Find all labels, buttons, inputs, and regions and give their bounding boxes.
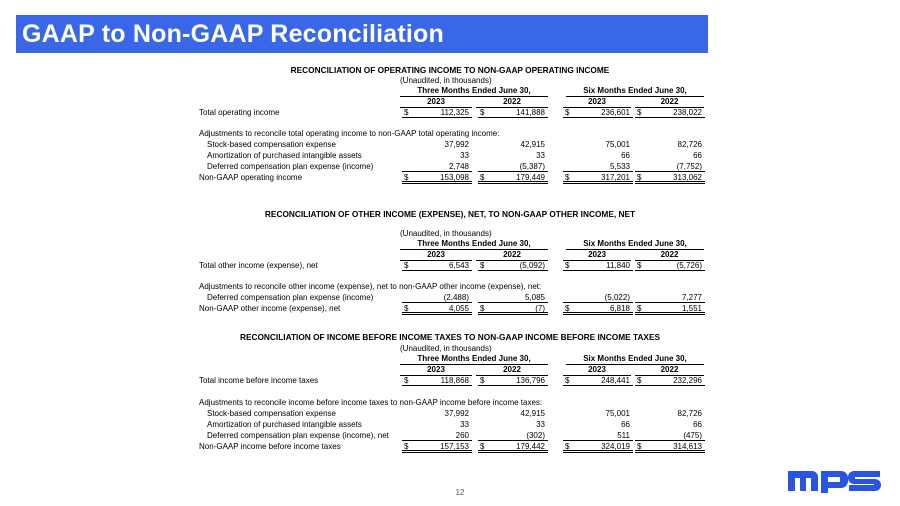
value: 75,001: [605, 140, 630, 149]
row-label: Non-GAAP income before income taxes: [199, 442, 341, 451]
value: 236,601: [601, 108, 630, 117]
value: (2,488): [443, 293, 469, 302]
period-header-six-months: Six Months Ended June 30,: [566, 86, 704, 97]
value-cell: [563, 108, 633, 118]
value-cell: [635, 173, 705, 184]
currency-symbol: $: [565, 442, 570, 451]
currency-symbol: $: [565, 376, 570, 385]
row-label: Adjustments to reconcile other income (expense), net to non-GAAP other income (expense), net:: [199, 282, 542, 291]
value: 232,296: [673, 376, 702, 385]
value-cell: [635, 162, 705, 172]
value-cell: [563, 293, 633, 303]
unaudited-note: (Unaudited, in thousands): [400, 344, 492, 353]
value: 5,533: [609, 162, 630, 171]
currency-symbol: $: [480, 442, 485, 451]
table-row: [0, 398, 900, 408]
value-cell: [635, 376, 705, 386]
currency-symbol: $: [404, 261, 409, 270]
page-number: 12: [455, 488, 465, 497]
year-header: 2023: [400, 250, 472, 261]
table-row: [0, 129, 900, 139]
value: (5,092): [519, 261, 545, 270]
value: 75,001: [605, 409, 630, 418]
year-header: 2022: [476, 365, 548, 376]
value-cell: [402, 162, 472, 172]
row-label: Stock-based compensation expense: [207, 140, 336, 149]
value-cell: [478, 261, 548, 271]
value-cell: [402, 409, 472, 419]
value-cell: [563, 261, 633, 271]
unaudited-note: (Unaudited, in thousands): [400, 229, 492, 238]
currency-symbol: $: [404, 173, 409, 182]
value: 324,019: [601, 442, 630, 451]
period-header-six-months: Six Months Ended June 30,: [566, 354, 704, 365]
value-cell: [563, 442, 633, 453]
currency-symbol: $: [404, 442, 409, 451]
value-cell: [635, 304, 705, 315]
row-label: Amortization of purchased intangible assets: [207, 151, 362, 160]
value: (5,726): [676, 261, 702, 270]
row-label: Total income before income taxes: [199, 376, 319, 385]
value-cell: [478, 420, 548, 430]
value: 82,726: [677, 140, 702, 149]
row-label: Deferred compensation plan expense (income): [207, 293, 374, 302]
value-cell: [478, 173, 548, 184]
value: 157,153: [440, 442, 469, 451]
value: 112,325: [440, 108, 469, 117]
value: 153,098: [440, 173, 469, 182]
year-header: 2022: [476, 97, 548, 108]
period-header-three-months: Three Months Ended June 30,: [400, 86, 548, 97]
value: 33: [536, 151, 545, 160]
value: 66: [621, 420, 630, 429]
value: 33: [460, 420, 469, 429]
currency-symbol: $: [404, 304, 409, 313]
value: (7): [535, 304, 545, 313]
row-label: Deferred compensation plan expense (income), net: [207, 431, 389, 440]
value-cell: [563, 304, 633, 315]
currency-symbol: $: [637, 442, 642, 451]
value-cell: [563, 431, 633, 441]
table-row: [0, 261, 900, 271]
table-row: [0, 376, 900, 386]
year-header: 2022: [635, 97, 704, 108]
value-cell: [402, 108, 472, 118]
value: 66: [693, 151, 702, 160]
value: 179,449: [516, 173, 545, 182]
year-header: 2023: [563, 365, 631, 376]
value-cell: [402, 304, 472, 315]
currency-symbol: $: [480, 261, 485, 270]
currency-symbol: $: [637, 304, 642, 313]
currency-symbol: $: [637, 108, 642, 117]
value: 5,085: [524, 293, 545, 302]
value-cell: [563, 420, 633, 430]
value-cell: [563, 409, 633, 419]
value-cell: [402, 442, 472, 453]
value: 42,915: [520, 409, 545, 418]
row-label: Adjustments to reconcile income before income taxes to non-GAAP income before income taxes:: [199, 398, 543, 407]
value-cell: [635, 261, 705, 271]
value-cell: [635, 442, 705, 453]
value-cell: [402, 431, 472, 441]
year-header: 2023: [400, 365, 472, 376]
value: 118,868: [440, 376, 469, 385]
value-cell: [635, 151, 705, 161]
year-header: 2023: [563, 250, 631, 261]
currency-symbol: $: [404, 108, 409, 117]
value-cell: [478, 431, 548, 441]
value-cell: [402, 376, 472, 386]
currency-symbol: $: [565, 261, 570, 270]
value-cell: [563, 173, 633, 184]
value-cell: [478, 108, 548, 118]
row-label: Non-GAAP operating income: [199, 173, 303, 182]
value: 7,277: [681, 293, 702, 302]
value: 2,748: [448, 162, 469, 171]
period-header-three-months: Three Months Ended June 30,: [400, 354, 548, 365]
table-row: [0, 293, 900, 303]
value: (302): [526, 431, 545, 440]
value: (7,752): [676, 162, 702, 171]
currency-symbol: $: [404, 376, 409, 385]
value: 6,543: [448, 261, 469, 270]
year-header: 2022: [635, 250, 704, 261]
value-cell: [478, 151, 548, 161]
value: 4,055: [448, 304, 469, 313]
value: 238,022: [673, 108, 702, 117]
year-header: 2023: [400, 97, 472, 108]
value: 260: [455, 431, 469, 440]
year-header: 2022: [476, 250, 548, 261]
value: 179,442: [516, 442, 545, 451]
value-cell: [478, 442, 548, 453]
table-row: [0, 173, 900, 183]
value: 66: [621, 151, 630, 160]
row-label: Amortization of purchased intangible assets: [207, 420, 362, 429]
value-cell: [478, 293, 548, 303]
value-cell: [478, 376, 548, 386]
value: 136,796: [516, 376, 545, 385]
unaudited-note: (Unaudited, in thousands): [400, 76, 492, 85]
currency-symbol: $: [480, 304, 485, 313]
table-row: [0, 409, 900, 419]
value-cell: [635, 431, 705, 441]
value: 33: [460, 151, 469, 160]
value-cell: [635, 108, 705, 118]
value: (475): [683, 431, 702, 440]
row-label: Deferred compensation plan expense (income): [207, 162, 374, 171]
table-row: [0, 108, 900, 118]
row-label: Total operating income: [199, 108, 280, 117]
value-cell: [635, 140, 705, 150]
value-cell: [635, 409, 705, 419]
row-label: Non-GAAP other income (expense), net: [199, 304, 341, 313]
currency-symbol: $: [480, 376, 485, 385]
period-header-six-months: Six Months Ended June 30,: [566, 239, 704, 250]
value-cell: [635, 420, 705, 430]
mps-logo: [788, 465, 884, 493]
year-header: 2023: [563, 97, 631, 108]
currency-symbol: $: [565, 108, 570, 117]
currency-symbol: $: [637, 376, 642, 385]
table-row: [0, 420, 900, 430]
row-label: Total other income (expense), net: [199, 261, 318, 270]
value-cell: [402, 261, 472, 271]
table-row: [0, 151, 900, 161]
value: 1,551: [681, 304, 702, 313]
value-cell: [563, 376, 633, 386]
currency-symbol: $: [565, 304, 570, 313]
value: 66: [693, 420, 702, 429]
year-header: 2022: [635, 365, 704, 376]
value: 317,201: [601, 173, 630, 182]
value-cell: [402, 173, 472, 184]
currency-symbol: $: [637, 261, 642, 270]
value: 11,840: [606, 261, 630, 270]
value-cell: [478, 140, 548, 150]
value: 248,441: [601, 376, 630, 385]
table-row: [0, 442, 900, 452]
section-title: RECONCILIATION OF OPERATING INCOME TO NON-GAAP OPERATING INCOME: [290, 65, 610, 75]
currency-symbol: $: [480, 108, 485, 117]
table-row: [0, 282, 900, 292]
value-cell: [402, 140, 472, 150]
value: 82,726: [677, 409, 702, 418]
value-cell: [402, 293, 472, 303]
value: 37,992: [444, 409, 469, 418]
currency-symbol: $: [637, 173, 642, 182]
value-cell: [402, 420, 472, 430]
table-row: [0, 304, 900, 314]
value: 37,992: [444, 140, 469, 149]
value: 313,062: [673, 173, 702, 182]
value: (5,022): [604, 293, 630, 302]
value-cell: [478, 162, 548, 172]
value: (5,387): [519, 162, 545, 171]
value: 141,888: [516, 108, 545, 117]
period-header-three-months: Three Months Ended June 30,: [400, 239, 548, 250]
value-cell: [563, 151, 633, 161]
value-cell: [635, 293, 705, 303]
row-label: Stock-based compensation expense: [207, 409, 336, 418]
value: 511: [617, 431, 630, 440]
table-row: [0, 162, 900, 172]
value-cell: [402, 151, 472, 161]
value-cell: [478, 304, 548, 315]
section-title: RECONCILIATION OF OTHER INCOME (EXPENSE), NET, TO NON-GAAP OTHER INCOME, NET: [264, 209, 636, 219]
value-cell: [563, 162, 633, 172]
currency-symbol: $: [480, 173, 485, 182]
value-cell: [563, 140, 633, 150]
value: 33: [536, 420, 545, 429]
value: 314,613: [673, 442, 702, 451]
section-title: RECONCILIATION OF INCOME BEFORE INCOME TAXES TO NON-GAAP INCOME BEFORE INCOME TAXES: [239, 332, 661, 342]
row-label: Adjustments to reconcile total operating income to non-GAAP total operating income:: [199, 129, 500, 138]
currency-symbol: $: [565, 173, 570, 182]
table-row: [0, 140, 900, 150]
value: 6,818: [609, 304, 630, 313]
table-row: [0, 431, 900, 441]
value-cell: [478, 409, 548, 419]
slide-title: GAAP to Non-GAAP Reconciliation: [16, 15, 708, 53]
value: 42,915: [520, 140, 545, 149]
